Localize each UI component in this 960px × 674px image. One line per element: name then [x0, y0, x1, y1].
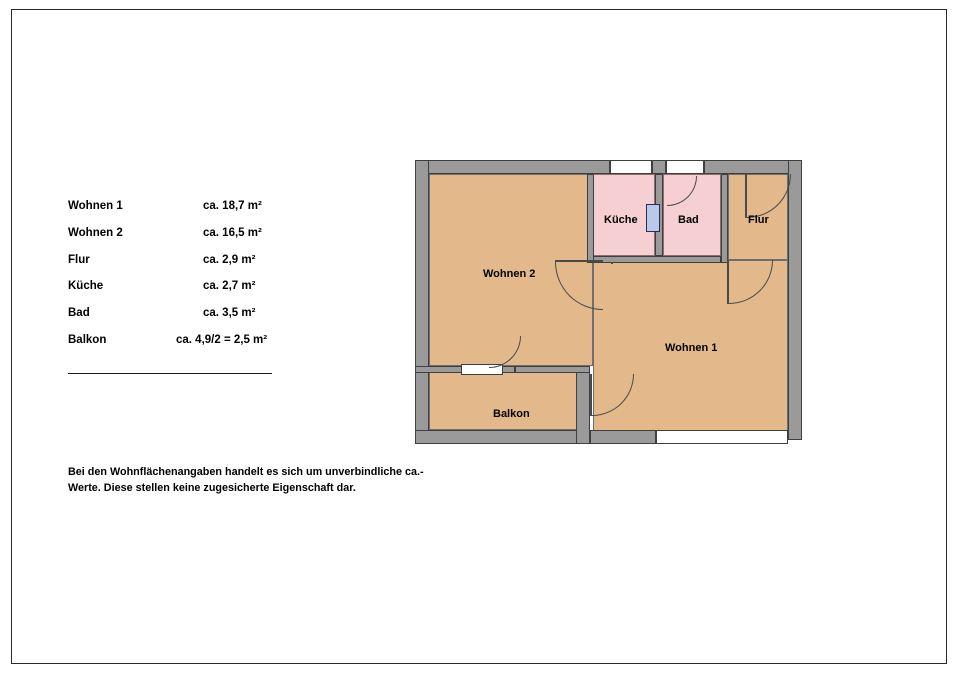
door-leaf-kueche — [611, 262, 613, 264]
label-balkon: Balkon — [493, 408, 530, 420]
legend-row — [68, 307, 368, 334]
legend-row — [68, 227, 368, 254]
label-wohnen2: Wohnen 2 — [483, 268, 536, 280]
legend-row — [68, 200, 368, 227]
kitchen-fixture — [646, 204, 660, 232]
area-legend — [68, 200, 368, 361]
legend-divider — [68, 373, 272, 374]
legend-label: Wohnen 1 — [68, 200, 123, 212]
legend-value: ca. 4,9/2 = 2,5 m² — [176, 333, 268, 346]
wall-kueche-left — [587, 174, 594, 263]
room-balkon — [429, 372, 590, 430]
wall-bad-right — [721, 174, 728, 263]
wall-bottom — [415, 430, 590, 444]
window-top-2 — [666, 160, 704, 174]
legend-row — [68, 334, 368, 361]
wall-top-left — [415, 160, 610, 174]
floorplan-drawing — [415, 152, 815, 452]
wall-balkon-top-right — [515, 366, 590, 373]
legend-value: ca. 3,5 m² — [203, 307, 256, 320]
legend-label: Flur — [68, 253, 90, 266]
label-wohnen1: Wohnen 1 — [665, 342, 718, 354]
legend-label: Balkon — [68, 333, 107, 346]
legend-value: ca. 16,5 m² — [203, 226, 262, 239]
wall-top-mid — [652, 160, 666, 174]
wall-balkon-right — [576, 366, 590, 444]
window-top-1 — [610, 160, 652, 174]
label-flur: Flur — [748, 214, 769, 226]
legend-row — [68, 254, 368, 281]
legend-value: ca. 18,7 m² — [203, 200, 262, 212]
label-kueche: Küche — [604, 214, 638, 226]
wall-right — [788, 160, 802, 440]
window-bottom-wohnen1 — [656, 430, 788, 444]
legend-label: Bad — [68, 307, 90, 320]
legend-value: ca. 2,7 m² — [203, 280, 256, 293]
legend-label: Wohnen 2 — [68, 226, 123, 239]
footnote-text: Bei den Wohnflächenangaben handelt es sich um unverbindliche ca.-Werte. Diese stellen keine zugesicherte Eigenschaft dar. — [68, 466, 424, 494]
legend-label: Küche — [68, 280, 104, 293]
wall-wohnen1-bottom-left — [590, 430, 656, 444]
label-bad: Bad — [678, 214, 699, 226]
legend-row — [68, 280, 368, 307]
wall-left-upper — [415, 160, 429, 372]
legend-value: ca. 2,9 m² — [203, 253, 256, 266]
